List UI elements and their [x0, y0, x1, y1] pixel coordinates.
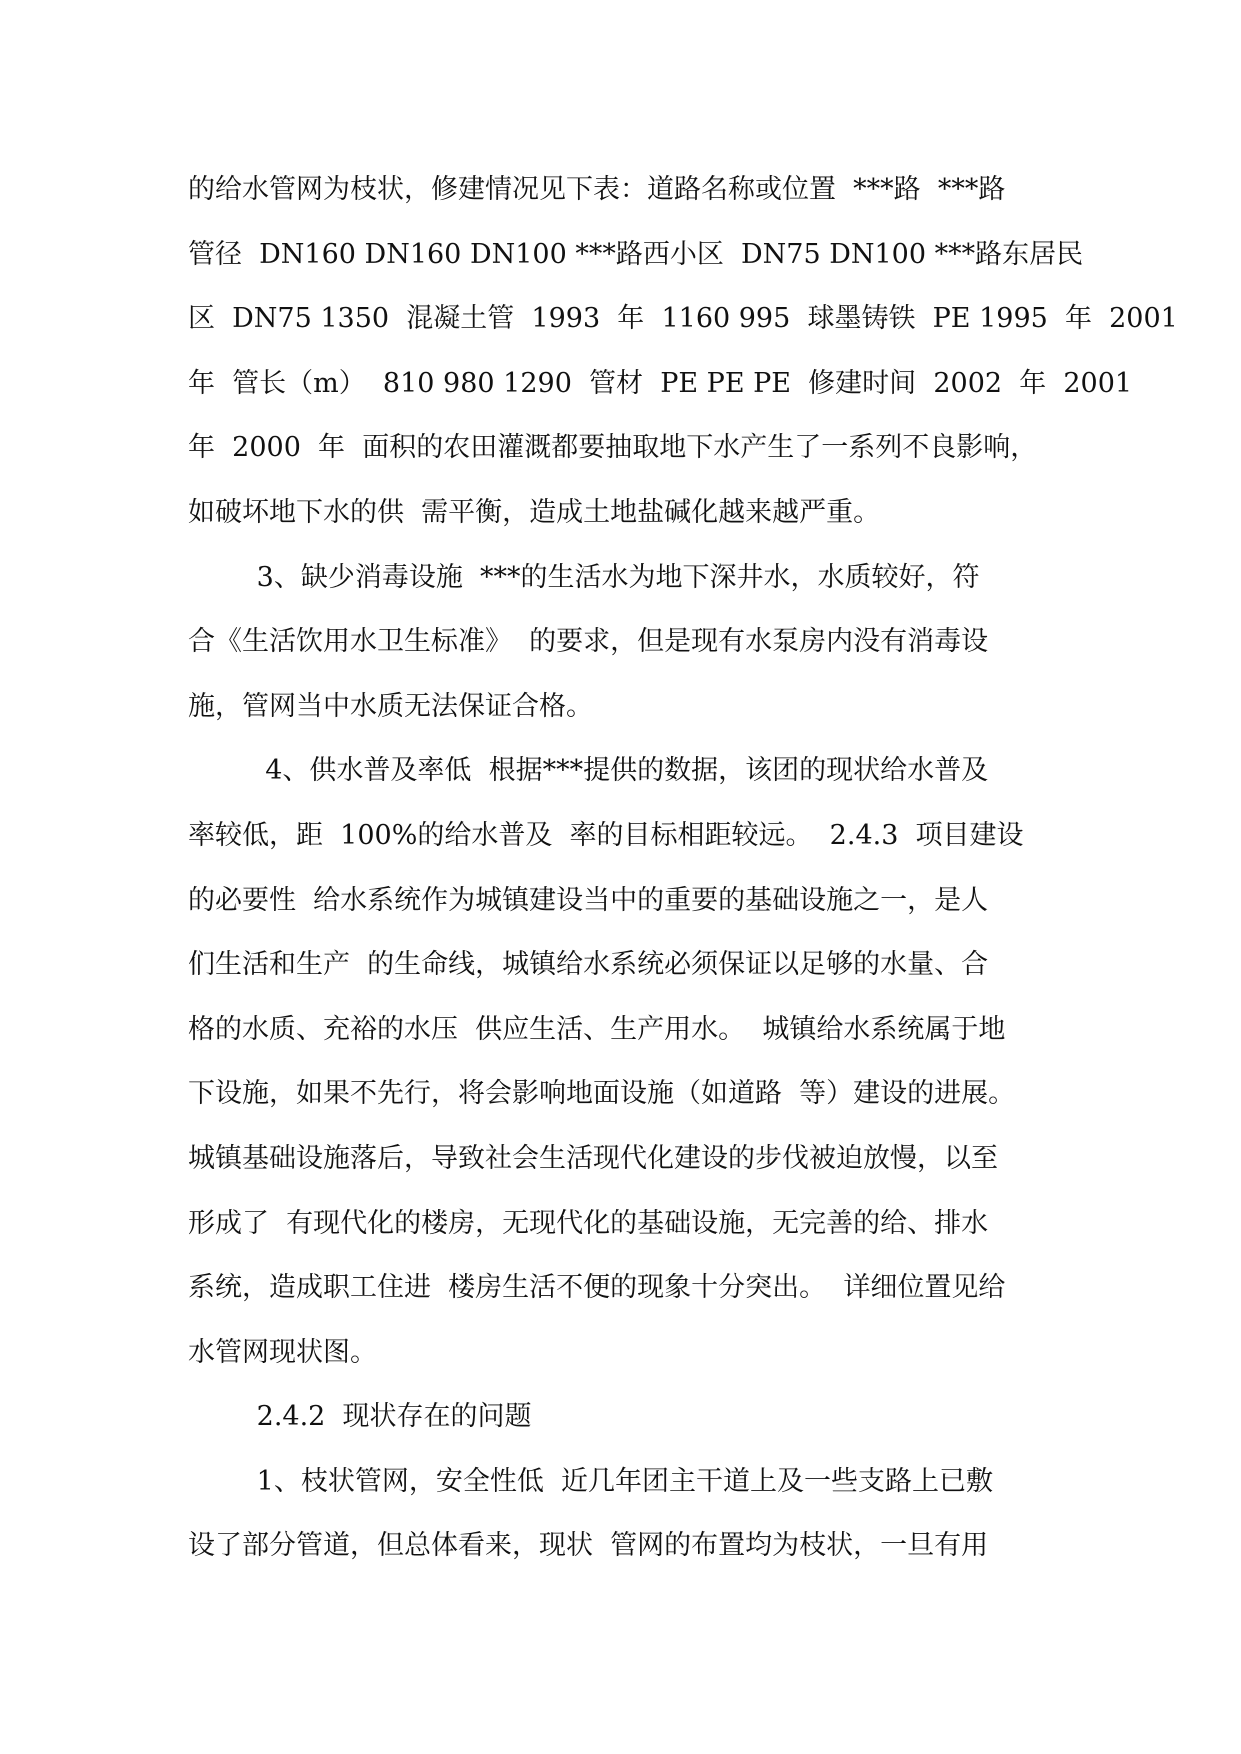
body-text	[188, 158, 1178, 1579]
text-line-19: 水管网现状图。	[188, 1336, 377, 1368]
text-line-3: 区 DN75 1350 混凝土管 1993 年 1160 995 球墨铸铁 PE 1995 年 2001	[188, 303, 1178, 335]
text-line-21: 1、枝状管网，安全性低 近几年团主干道上及一些支路上已敷	[188, 1465, 994, 1497]
text-line-2: 管径 DN160 DN160 DN100 ***路西小区 DN75 DN100 ***路东居民	[188, 238, 1084, 270]
text-line-20: 2.4.2 现状存在的问题	[188, 1401, 532, 1433]
text-line-14: 格的水质、充裕的水压 供应生活、生产用水。 城镇给水系统属于地	[188, 1013, 1006, 1045]
text-line-12: 的必要性 给水系统作为城镇建设当中的重要的基础设施之一，是人	[188, 884, 989, 916]
text-line-1: 的给水管网为枝状，修建情况见下表：道路名称或位置 ***路 ***路	[188, 174, 1006, 205]
text-line-7: 3、缺少消毒设施 ***的生活水为地下深井水，水质较好，符	[188, 561, 980, 593]
text-line-6: 如破坏地下水的供 需平衡，造成土地盐碱化越来越严重。	[188, 496, 881, 528]
text-line-13: 们生活和生产 的生命线，城镇给水系统必须保证以足够的水量、合	[188, 949, 989, 981]
text-line-17: 形成了 有现代化的楼房，无现代化的基础设施，无完善的给、排水	[188, 1207, 989, 1239]
text-line-5: 年 2000 年 面积的农田灌溉都要抽取地下水产生了一系列不良影响，	[188, 432, 1038, 464]
text-line-8: 合《生活饮用水卫生标准》 的要求，但是现有水泵房内没有消毒设	[188, 626, 989, 658]
text-line-9: 施，管网当中水质无法保证合格。	[188, 690, 593, 722]
text-line-16: 城镇基础设施落后，导致社会生活现代化建设的步伐被迫放慢，以至	[188, 1142, 998, 1174]
text-line-11: 率较低，距 100%的给水普及 率的目标相距较远。 2.4.3 项目建设	[188, 819, 1024, 851]
text-line-10: 4、供水普及率低 根据***提供的数据，该团的现状给水普及	[188, 755, 989, 787]
text-line-4: 年 管长（m） 810 980 1290 管材 PE PE PE 修建时间 2002 年 2001	[188, 367, 1133, 399]
text-line-18: 系统，造成职工住进 楼房生活不便的现象十分突出。 详细位置见给	[188, 1272, 1006, 1304]
text-line-22: 设了部分管道，但总体看来，现状 管网的布置均为枝状，一旦有用	[188, 1530, 989, 1562]
text-line-15: 下设施，如果不先行，将会影响地面设施（如道路 等）建设的进展。	[188, 1078, 1016, 1110]
